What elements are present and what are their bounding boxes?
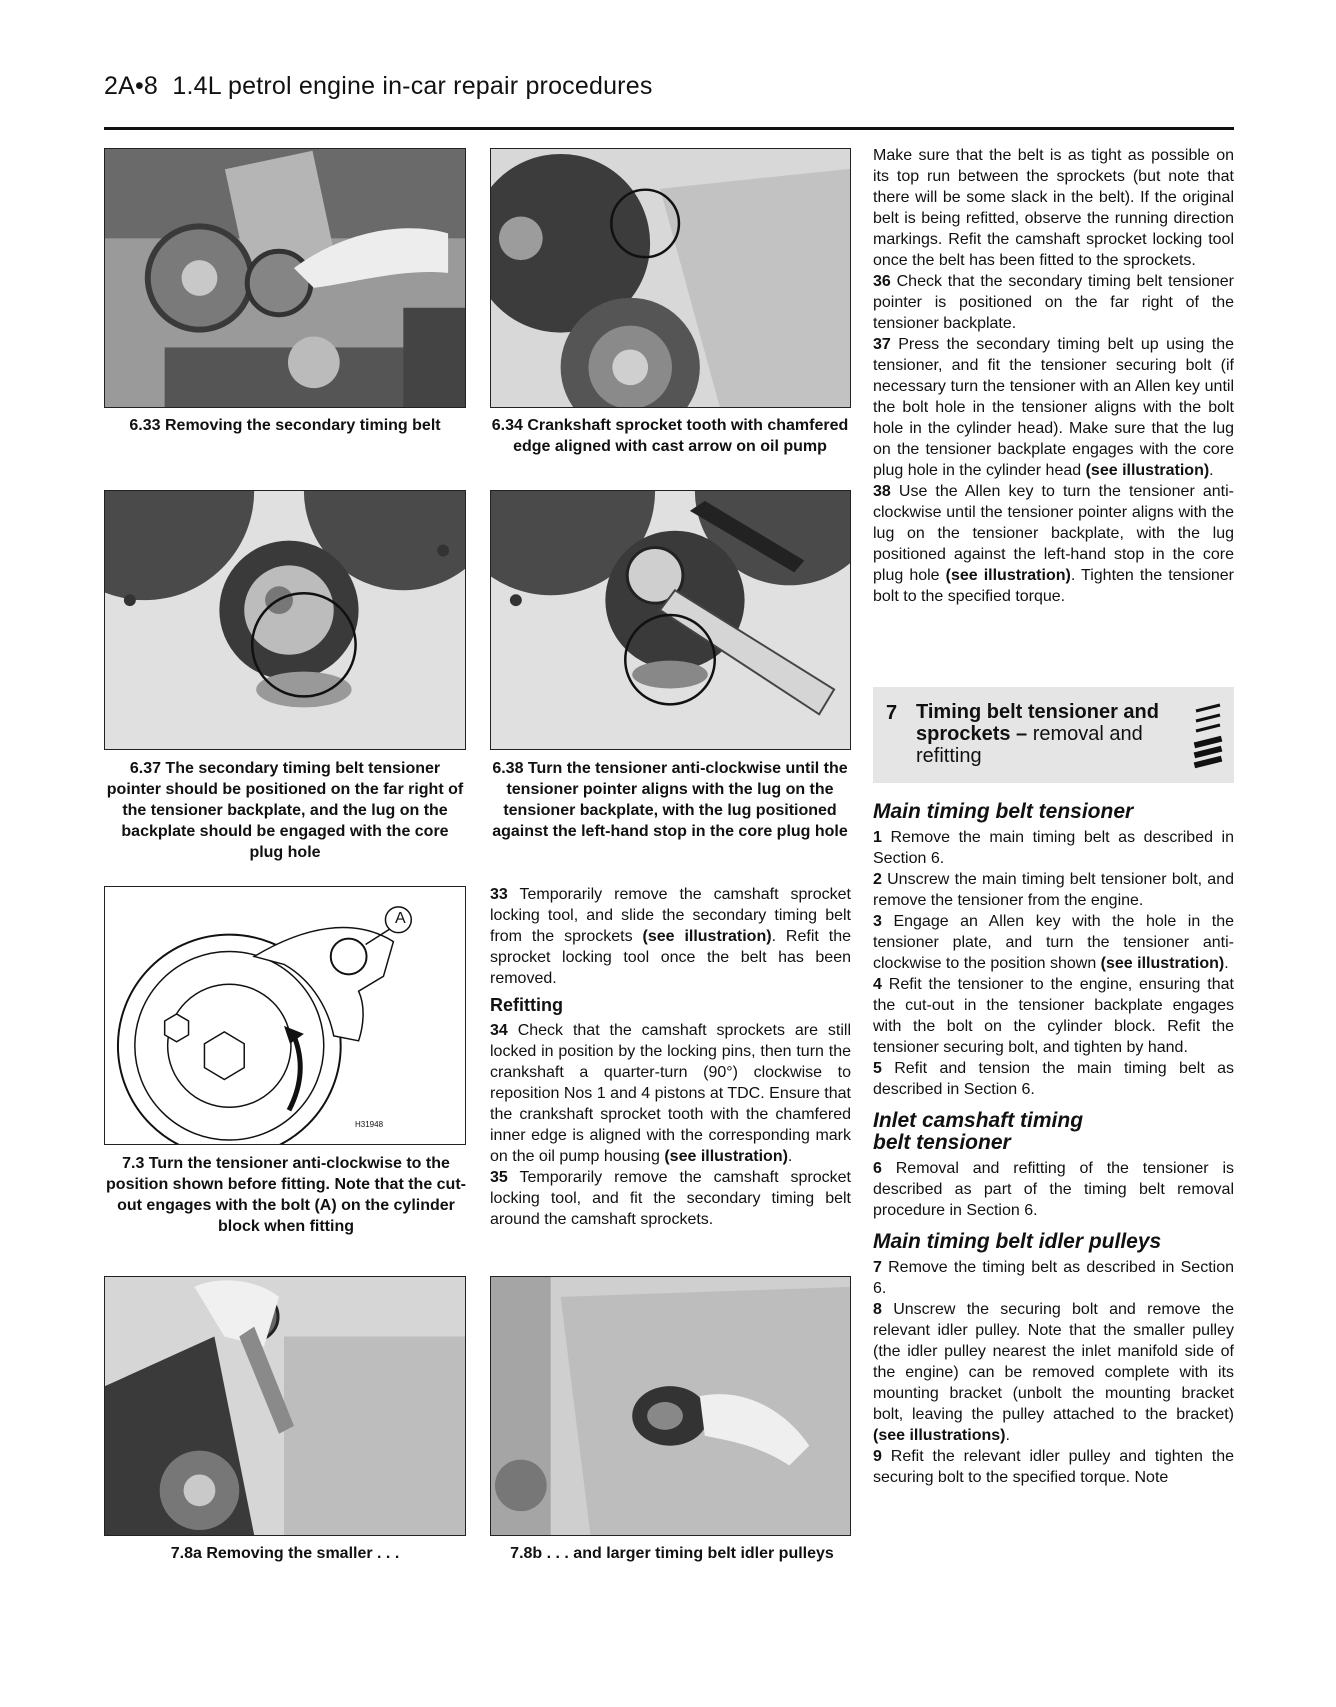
right-text-column-bottom: [873, 793, 1234, 1488]
page-header: [104, 72, 653, 101]
bolt-label-a: A: [395, 910, 406, 927]
paragraph-34: 34 Check that the camshaft sprockets are still locked in position by the locking pins, then turn the crankshaft a quarter-turn (90°) clockwise to reposition Nos 1 and 4 pistons at TDC. Ensure that the crankshaft sprocket tooth with the chamfered inner edge is aligned with the corresponding mark on the oil pump housing (see illustration).: [490, 1022, 851, 1165]
photo-7-8a: [104, 1276, 466, 1536]
right-text-column-top: [873, 145, 1234, 607]
paragraph-36: 36 Check that the secondary timing belt tensioner pointer is positioned on the far right of the tensioner backplate.: [873, 273, 1234, 332]
paragraph-33: 33 Temporarily remove the camshaft sprocket locking tool, and slide the secondary timing belt from the sprockets (see illustration). Refit the sprocket locking tool once the belt has been removed.: [490, 886, 852, 987]
caption-6-37: 6.37 The secondary timing belt tensioner pointer should be positioned on the far right of the tensioner backplate, and the lug on the backplate should be engaged with the core plug hole: [106, 760, 464, 861]
heading-idler-pulleys: Main timing belt idler pulleys: [873, 1230, 1162, 1253]
paragraph-37: 37 Press the secondary timing belt up using the tensioner, and fit the tensioner securing bolt (if necessary turn the tensioner with an Allen key until the bolt hole in the tensioner aligns with the bolt hole in the cylinder head). Make sure that the lug on the tensioner backplate engages with the core plug hole in the cylinder head (see illustration).: [873, 336, 1234, 479]
page-title: 1.4L petrol engine in-car repair procedures: [172, 72, 653, 100]
caption-7-3: 7.3 Turn the tensioner anti-clockwise to the position shown before fitting. Note that the cut-out engages with the bolt (A) on the cylinder block when fitting: [106, 1155, 466, 1235]
diagram-ref: H31948: [355, 1120, 384, 1129]
caption-6-34: 6.34 Crankshaft sprocket tooth with chamfered edge aligned with cast arrow on oil pump: [491, 417, 849, 455]
page-number: 2A•8: [104, 72, 159, 100]
photo-6-38: [490, 490, 851, 750]
middle-text-column: [490, 884, 851, 1230]
paragraph-s7: 7 Remove the timing belt as described in Section 6.: [873, 1259, 1234, 1297]
paragraph-s5: 5 Refit and tension the main timing belt as described in Section 6.: [873, 1060, 1234, 1098]
paragraph-s9: 9 Refit the relevant idler pulley and tighten the securing bolt to the specified torque. Note: [873, 1448, 1234, 1486]
photo-6-33: [104, 148, 466, 408]
paragraph-s4: 4 Refit the tensioner to the engine, ensuring that the cut-out in the tensioner backplate engages with the bolt on the cylinder block. Refit the tensioner securing bolt, and tighten by hand.: [873, 976, 1234, 1056]
caption-6-33: 6.33 Removing the secondary timing belt: [129, 417, 441, 434]
section-number: 7: [886, 702, 898, 724]
paragraph-s1: 1 Remove the main timing belt as described in Section 6.: [873, 829, 1234, 867]
paragraph-s6: 6 Removal and refitting of the tensioner is described as part of the timing belt removal procedure in Section 6.: [873, 1160, 1234, 1219]
header-rule: [104, 127, 1234, 130]
paragraph-intro: Make sure that the belt is as tight as possible on its top run between the sprockets (but note that there will be some slack in the belt). If the original belt is being refitted, observe the running direction markings. Refit the camshaft sprocket locking tool once the belt has been fitted to the sprockets.: [873, 147, 1234, 269]
caption-7-8a: 7.8a Removing the smaller . . .: [170, 1545, 400, 1562]
photo-6-37: [104, 490, 466, 750]
photo-7-8b: [490, 1276, 851, 1536]
paragraph-s2: 2 Unscrew the main timing belt tensioner bolt, and remove the tensioner from the engine.: [873, 871, 1234, 909]
section-7-heading: [873, 687, 1234, 783]
paragraph-38: 38 Use the Allen key to turn the tensioner anti-clockwise until the tensioner pointer aligns with the lug on the tensioner backplate, with the lug positioned against the left-hand stop in the core plug hole (see illustration). Tighten the tensioner bolt to the specified torque.: [873, 483, 1235, 605]
diagram-7-3: [104, 886, 466, 1145]
section-title: Timing belt tensioner and sprockets – removal and refitting: [916, 701, 1159, 767]
photo-6-34: [490, 148, 851, 408]
caption-7-8b: 7.8b . . . and larger timing belt idler pulleys: [510, 1545, 834, 1562]
heading-main-tensioner: Main timing belt tensioner: [873, 800, 1134, 823]
paragraph-s3: 3 Engage an Allen key with the hole in the tensioner plate, and turn the tensioner anti-clockwise to the position shown (see illustration).: [873, 913, 1234, 972]
paragraph-s8: 8 Unscrew the securing bolt and remove the relevant idler pulley. Note that the smaller pulley (the idler pulley nearest the inlet manifold side of the engine) can be removed complete with its mounting bracket (unbolt the mounting bracket bolt, leaving the pulley attached to the bracket) (see illustrations).: [873, 1301, 1234, 1444]
subheading-refitting: Refitting: [490, 995, 563, 1015]
difficulty-spanner-icon: [1190, 701, 1226, 773]
paragraph-35: 35 Temporarily remove the camshaft sprocket locking tool, and fit the secondary timing belt around the camshaft sprockets.: [490, 1169, 851, 1228]
caption-6-38: 6.38 Turn the tensioner anti-clockwise until the tensioner pointer aligns with the lug on the tensioner backplate, with the lug positioned against the left-hand stop in the core plug hole: [492, 760, 848, 840]
heading-inlet-tensioner: Inlet camshaft timing belt tensioner: [873, 1109, 1084, 1154]
